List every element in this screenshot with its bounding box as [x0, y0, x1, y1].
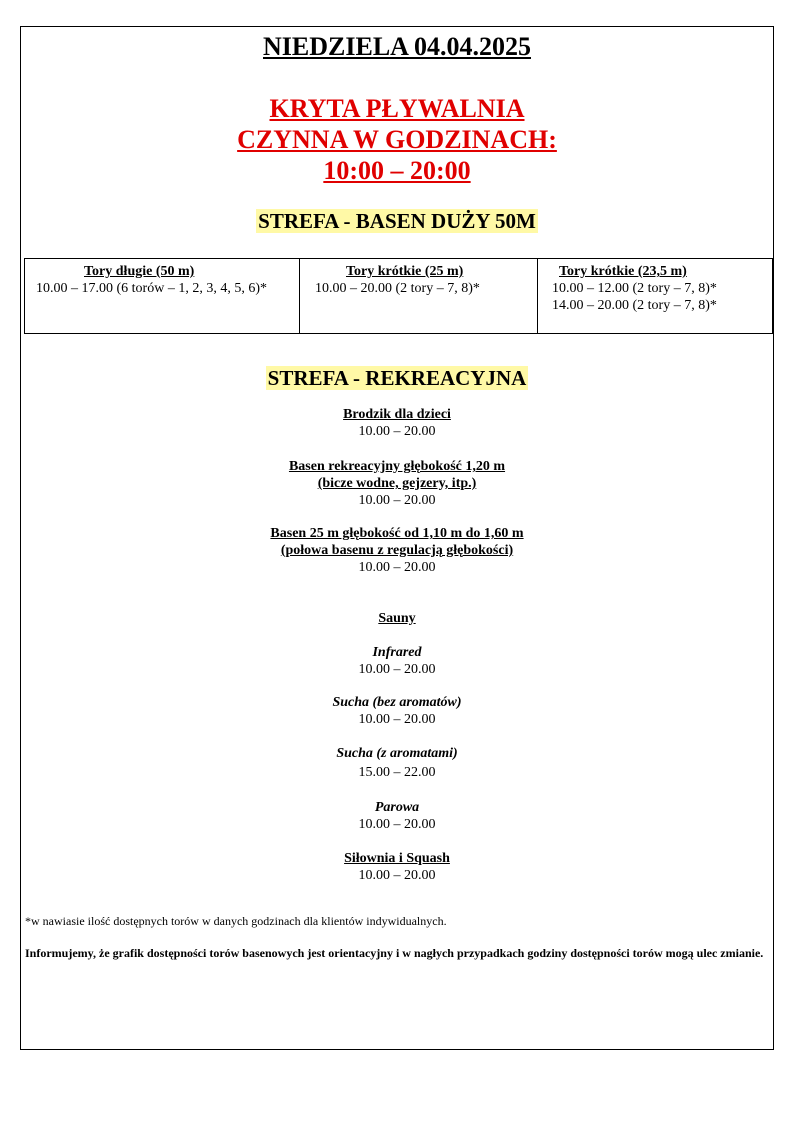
- sauna-item: [21, 799, 773, 833]
- rec-pool-hours: 10.00 – 20.00: [358, 493, 436, 508]
- gym-section: [21, 850, 773, 884]
- pool25-note: (połowa basenu z regulacją głębokości): [280, 543, 514, 558]
- lanes-col-line: 14.00 – 20.00 (2 tory – 7, 8)*: [552, 298, 717, 313]
- sauna-hours: 10.00 – 20.00: [358, 662, 436, 677]
- rec-pool-section: [21, 458, 773, 509]
- sauna-item: [21, 644, 773, 678]
- pool-line-1: KRYTA PŁYWALNIA: [269, 94, 525, 123]
- lanes-col-line: 10.00 – 20.00 (2 tory – 7, 8)*: [315, 281, 480, 296]
- big-pool-title: STREFA - BASEN DUŻY 50M: [258, 209, 536, 233]
- sauna-name: Sucha (z aromatami): [336, 746, 458, 761]
- recreation-title: STREFA - REKREACYJNA: [267, 366, 527, 390]
- sauna-name: Parowa: [374, 800, 420, 815]
- saunas-heading: [21, 610, 773, 627]
- sauna-item: [21, 745, 773, 781]
- sauna-name: Infrared: [372, 645, 422, 660]
- gym-name: Siłownia i Squash: [344, 851, 450, 866]
- kids-pool-section: [21, 406, 773, 440]
- pool-hours: 10:00 – 20:00: [323, 156, 471, 185]
- pool25-name: Basen 25 m głębokość od 1,10 m do 1,60 m: [270, 526, 524, 541]
- big-pool-heading: [21, 209, 773, 234]
- pool25-section: [21, 525, 773, 576]
- sauna-hours: 10.00 – 20.00: [358, 712, 436, 727]
- lanes-col-line: 10.00 – 12.00 (2 tory – 7, 8)*: [552, 281, 717, 296]
- date-title-text: NIEDZIELA 04.04.2025: [263, 32, 531, 61]
- kids-pool-hours: 10.00 – 20.00: [358, 424, 436, 439]
- lanes-col-short-23: [538, 259, 773, 334]
- rec-pool-note: (bicze wodne, gejzery, itp.): [317, 476, 477, 491]
- sauna-item: [21, 694, 773, 728]
- sauna-hours: 10.00 – 20.00: [358, 817, 436, 832]
- saunas-title: Sauny: [378, 611, 416, 626]
- lanes-table: [24, 258, 773, 334]
- pool-line-2: CZYNNA W GODZINACH:: [237, 125, 557, 154]
- date-title: [21, 32, 773, 62]
- rec-pool-name: Basen rekreacyjny głębokość 1,20 m: [288, 459, 506, 474]
- sauna-name: Sucha (bez aromatów): [332, 695, 462, 710]
- footnote: *w nawiasie ilość dostępnych torów w danych godzinach dla klientów indywidualnych.: [25, 914, 447, 928]
- lanes-col-short-25: [300, 259, 538, 334]
- kids-pool-name: Brodzik dla dzieci: [343, 407, 451, 422]
- lanes-col-heading: Tory krótkie (23,5 m): [559, 264, 687, 279]
- lanes-col-heading: Tory krótkie (25 m): [346, 264, 464, 279]
- recreation-heading: [21, 366, 773, 391]
- schedule-page: [20, 26, 774, 1050]
- pool-hours-block: [21, 93, 773, 186]
- pool25-hours: 10.00 – 20.00: [358, 560, 436, 575]
- gym-hours: 10.00 – 20.00: [358, 868, 436, 883]
- availability-info: Informujemy, że grafik dostępności torów basenowych jest orientacyjny i w nagłych przypadkach godziny dostępności torów mogą ulec zmianie.: [25, 946, 764, 960]
- lanes-col-line: 10.00 – 17.00 (6 torów – 1, 2, 3, 4, 5, 6)*: [36, 281, 267, 296]
- sauna-hours: 15.00 – 22.00: [358, 765, 436, 780]
- lanes-col-heading: Tory długie (50 m): [84, 264, 195, 279]
- lanes-col-long: [25, 259, 300, 334]
